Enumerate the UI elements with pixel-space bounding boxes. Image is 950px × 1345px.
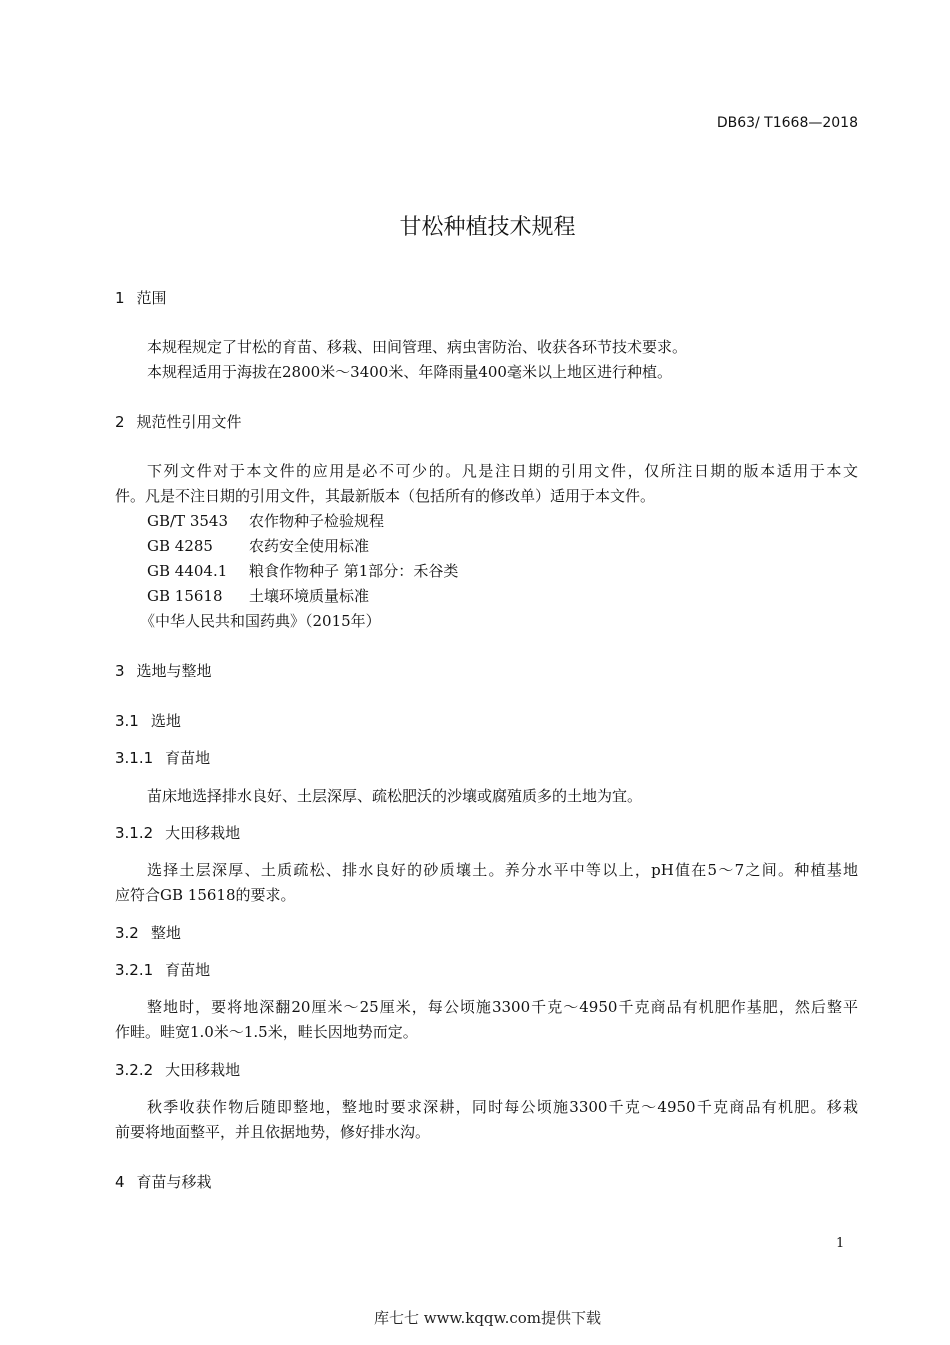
ref-code: GB 15618 (147, 587, 223, 605)
paragraph: 本规程适用于海拔在2800米～3400米、年降雨量400毫米以上地区进行种植。 (147, 363, 672, 381)
section-number: 3.1.2 (115, 824, 154, 842)
section-number: 3.2.2 (115, 1061, 154, 1079)
page-title: 甘松种植技术规程 (399, 215, 576, 240)
section-number: 3.2.1 (115, 961, 154, 979)
ref-name: 粮食作物种子 第1部分：禾谷类 (249, 562, 459, 580)
section-title: 大田移栽地 (165, 824, 241, 842)
ref-code: GB 4404.1 (147, 562, 228, 580)
reference-item (147, 586, 369, 606)
reference-item (147, 561, 458, 581)
section-number: 4 (115, 1173, 125, 1191)
section-number: 3 (115, 662, 125, 680)
section-number: 1 (115, 289, 125, 307)
paragraph: 作畦。畦宽1.0米～1.5米，畦长因地势而定。 (115, 1023, 418, 1041)
section-3-2-2-heading (115, 1060, 240, 1080)
section-3-2-1-heading (115, 960, 210, 980)
ref-name: 农药安全使用标准 (249, 537, 370, 555)
section-3-1-heading (115, 711, 181, 731)
section-title: 选地 (150, 712, 181, 730)
section-title: 育苗地 (165, 961, 211, 979)
ref-code: GB 4285 (147, 537, 213, 555)
section-1-heading (115, 288, 167, 308)
paragraph: 应符合GB 15618的要求。 (115, 886, 296, 904)
section-number: 2 (115, 413, 125, 431)
paragraph: 选择土层深厚、土质疏松、排水良好的砂质壤土。养分水平中等以上，pH值在5～7之间。种植基地 (147, 861, 858, 879)
ref-name: 土壤环境质量标准 (249, 587, 370, 605)
section-title: 范围 (136, 289, 167, 307)
section-2-heading (115, 412, 242, 432)
ref-code: GB/T 3543 (147, 512, 229, 530)
page-number: 1 (836, 1236, 845, 1251)
section-3-heading (115, 661, 212, 681)
paragraph: 件。凡是不注日期的引用文件，其最新版本（包括所有的修改单）适用于本文件。 (115, 487, 656, 505)
section-number: 3.1 (115, 712, 139, 730)
section-3-2-heading (115, 923, 181, 943)
paragraph: 苗床地选择排水良好、土层深厚、疏松肥沃的沙壤或腐殖质多的土地为宜。 (147, 787, 643, 805)
section-title: 规范性引用文件 (136, 413, 242, 431)
reference-pharmacopoeia: 《中华人民共和国药典》（2015年） (140, 612, 381, 630)
section-title: 选地与整地 (136, 662, 212, 680)
section-title: 育苗与移栽 (136, 1173, 212, 1191)
reference-item (147, 511, 384, 531)
paragraph: 本规程规定了甘松的育苗、移栽、田间管理、病虫害防治、收获各环节技术要求。 (147, 338, 688, 356)
section-number: 3.1.1 (115, 749, 154, 767)
paragraph: 下列文件对于本文件的应用是必不可少的。凡是注日期的引用文件，仅所注日期的版本适用于本文 (147, 462, 858, 480)
document-code: DB63/ T1668—2018 (716, 115, 858, 131)
section-3-1-2-heading (115, 823, 240, 843)
footer-watermark: 库七七 www.kqqw.com提供下载 (373, 1309, 602, 1327)
section-title: 大田移栽地 (165, 1061, 241, 1079)
paragraph: 整地时，要将地深翻20厘米～25厘米，每公顷施3300千克～4950千克商品有机肥作基肥，然后整平 (147, 998, 858, 1016)
reference-item (147, 536, 369, 556)
paragraph: 秋季收获作物后随即整地，整地时要求深耕，同时每公顷施3300千克～4950千克商品有机肥。移栽 (147, 1098, 858, 1116)
section-number: 3.2 (115, 924, 139, 942)
section-4-heading (115, 1172, 212, 1192)
ref-name: 农作物种子检验规程 (249, 512, 385, 530)
section-3-1-1-heading (115, 748, 210, 768)
section-title: 育苗地 (165, 749, 211, 767)
paragraph: 前要将地面整平，并且依据地势，修好排水沟。 (115, 1123, 431, 1141)
section-title: 整地 (150, 924, 181, 942)
